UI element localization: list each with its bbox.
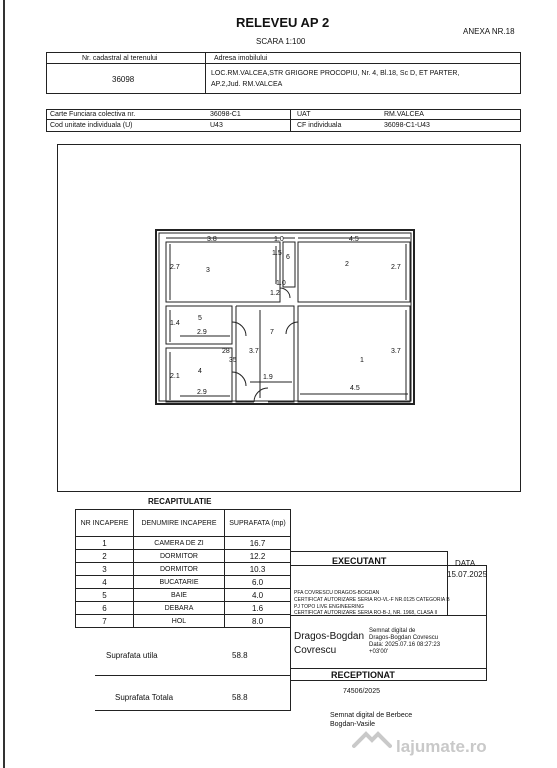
scan-edge xyxy=(3,0,5,768)
executant-signature-4: +03'00' xyxy=(369,649,389,655)
recap-header-nr: NR INCAPERE xyxy=(76,510,134,537)
carte-value: 36098-C1 xyxy=(210,111,241,118)
summary-rule xyxy=(95,710,291,711)
receptionat-signature-1: Semnat digital de Berbece xyxy=(330,712,413,719)
recap-row-nr: 6 xyxy=(76,602,134,615)
dim-2-7-right: 2.7 xyxy=(391,264,401,271)
recap-row-area: 12.2 xyxy=(225,550,291,563)
dim-2-9-b: 2.9 xyxy=(197,389,207,396)
executant-title: EXECUTANT xyxy=(332,556,387,566)
carte-label: Carte Funciara colectiva nr. xyxy=(50,111,136,118)
receptionat-signature-2: Bogdan-Vasile xyxy=(330,721,376,728)
useful-area-label: Suprafata utila xyxy=(106,651,158,660)
signer-name-line-1: Dragos-Bogdan xyxy=(294,631,365,642)
cod-label: Cod unitate individuala (U) xyxy=(50,122,133,129)
summary-rule xyxy=(95,675,291,676)
dim-1-2: 1.2 xyxy=(270,290,280,297)
dim-4-5-bottom: 4.5 xyxy=(350,385,360,392)
recap-row-area: 1.6 xyxy=(225,602,291,615)
cod-value: U43 xyxy=(210,122,223,129)
uat-label: UAT xyxy=(297,111,311,118)
dim-2-9-a: 2.9 xyxy=(197,329,207,336)
recap-row-area: 6.0 xyxy=(225,576,291,589)
signer-name-line-2: Covrescu xyxy=(294,645,337,656)
cadastral-label: Nr. cadastral al terenului xyxy=(82,55,158,62)
recap-row-name: DORMITOR xyxy=(134,563,225,576)
executant-signature-2: Dragos-Bogdan Covrescu xyxy=(369,635,439,641)
watermark-logo-icon xyxy=(352,726,392,760)
dim-1-0-mid: 1.0 xyxy=(276,280,286,287)
dim-3-7-mid: 3.7 xyxy=(249,348,259,355)
address-line-2: AP.2,Jud. RM.VALCEA xyxy=(211,81,283,88)
recap-title: RECAPITULATIE xyxy=(148,497,212,506)
recap-header-name: DENUMIRE INCAPERE xyxy=(134,510,225,537)
dim-3-5: 35 xyxy=(229,357,237,364)
watermark-text: lajumate.ro xyxy=(396,737,487,756)
executant-signature-1: Semnat digital de xyxy=(369,628,416,634)
recap-row-name: HOL xyxy=(134,615,225,628)
receptionat-title: RECEPTIONAT xyxy=(331,670,395,680)
date-value: 15.07.2025 xyxy=(447,570,488,579)
executant-line-2: CERTIFICAT AUTORIZARE SERIA RO-VL-F NR.0125 CATEGORIA B xyxy=(294,597,450,603)
room-label-6: 6 xyxy=(286,254,290,261)
recap-header-area: SUPRAFATA (mp) xyxy=(225,510,291,537)
recap-row-nr: 7 xyxy=(76,615,134,628)
recap-row-area: 10.3 xyxy=(225,563,291,576)
executant-line-1: PFA COVRESCU DRAGOS-BOGDAN xyxy=(294,590,380,596)
total-area-label: Suprafata Totala xyxy=(115,693,174,702)
address-line-1: LOC.RM.VALCEA,STR GRIGORE PROCOPIU, Nr. 4, Bl.18, Sc D, ET PARTER, xyxy=(211,70,460,77)
watermark xyxy=(352,726,392,765)
dim-2-7-left: 2.7 xyxy=(170,264,180,271)
recap-row-nr: 5 xyxy=(76,589,134,602)
room-label-4: 4 xyxy=(198,368,202,375)
total-area-value: 58.8 xyxy=(232,693,248,702)
executant-line-4: CERTIFICAT AUTORIZARE SERIA RO-B-J, NR. 1968, CLASA II xyxy=(294,610,438,616)
recap-row-name: CAMERA DE ZI xyxy=(134,537,225,550)
room-label-2: 2 xyxy=(345,261,349,268)
receptionat-number: 74506/2025 xyxy=(343,688,380,695)
room-label-5: 5 xyxy=(198,315,202,322)
dim-1-0: 1.0 xyxy=(274,236,284,243)
dim-2-1: 2.1 xyxy=(170,373,180,380)
executant-signature-3: Data: 2025.07.16 08:27:23 xyxy=(369,642,441,648)
dim-1-9: 1.9 xyxy=(263,374,273,381)
recap-row-area: 16.7 xyxy=(225,537,291,550)
recap-row-area: 4.0 xyxy=(225,589,291,602)
useful-area-value: 58.8 xyxy=(232,651,248,660)
dim-3-7-right: 3.7 xyxy=(391,348,401,355)
room-label-7: 7 xyxy=(270,329,274,336)
recap-table xyxy=(75,509,291,628)
cf-label: CF individuala xyxy=(297,122,342,129)
dim-3-8: 3.8 xyxy=(207,236,217,243)
room-label-1: 1 xyxy=(360,357,364,364)
executant-line-3: PJ TOPO LIVE ENGINEERING xyxy=(294,604,364,610)
recap-row-nr: 2 xyxy=(76,550,134,563)
recap-row-area: 8.0 xyxy=(225,615,291,628)
dim-4-5-top: 4.5 xyxy=(349,236,359,243)
recap-row-nr: 4 xyxy=(76,576,134,589)
room-label-3: 3 xyxy=(206,267,210,274)
recap-row-nr: 1 xyxy=(76,537,134,550)
floor-plan-walls xyxy=(150,222,422,412)
recap-row-name: DEBARA xyxy=(134,602,225,615)
recap-row-name: BAIE xyxy=(134,589,225,602)
recap-row-name: DORMITOR xyxy=(134,550,225,563)
scale-label: SCARA 1:100 xyxy=(256,37,306,46)
dim-1-4: 1.4 xyxy=(170,320,180,327)
cadastral-value: 36098 xyxy=(112,75,135,84)
recap-row-name: BUCATARIE xyxy=(134,576,225,589)
annex-label: ANEXA NR.18 xyxy=(463,27,515,36)
date-label: DATA xyxy=(455,559,476,568)
recap-row-nr: 3 xyxy=(76,563,134,576)
page-title: RELEVEU AP 2 xyxy=(236,15,330,30)
cf-value: 36098-C1-U43 xyxy=(384,122,430,129)
uat-value: RM.VALCEA xyxy=(384,111,424,118)
dim-1-5: 1.5 xyxy=(272,250,282,257)
dim-2-8: 28 xyxy=(222,348,230,355)
address-label: Adresa imobilului xyxy=(214,55,268,62)
